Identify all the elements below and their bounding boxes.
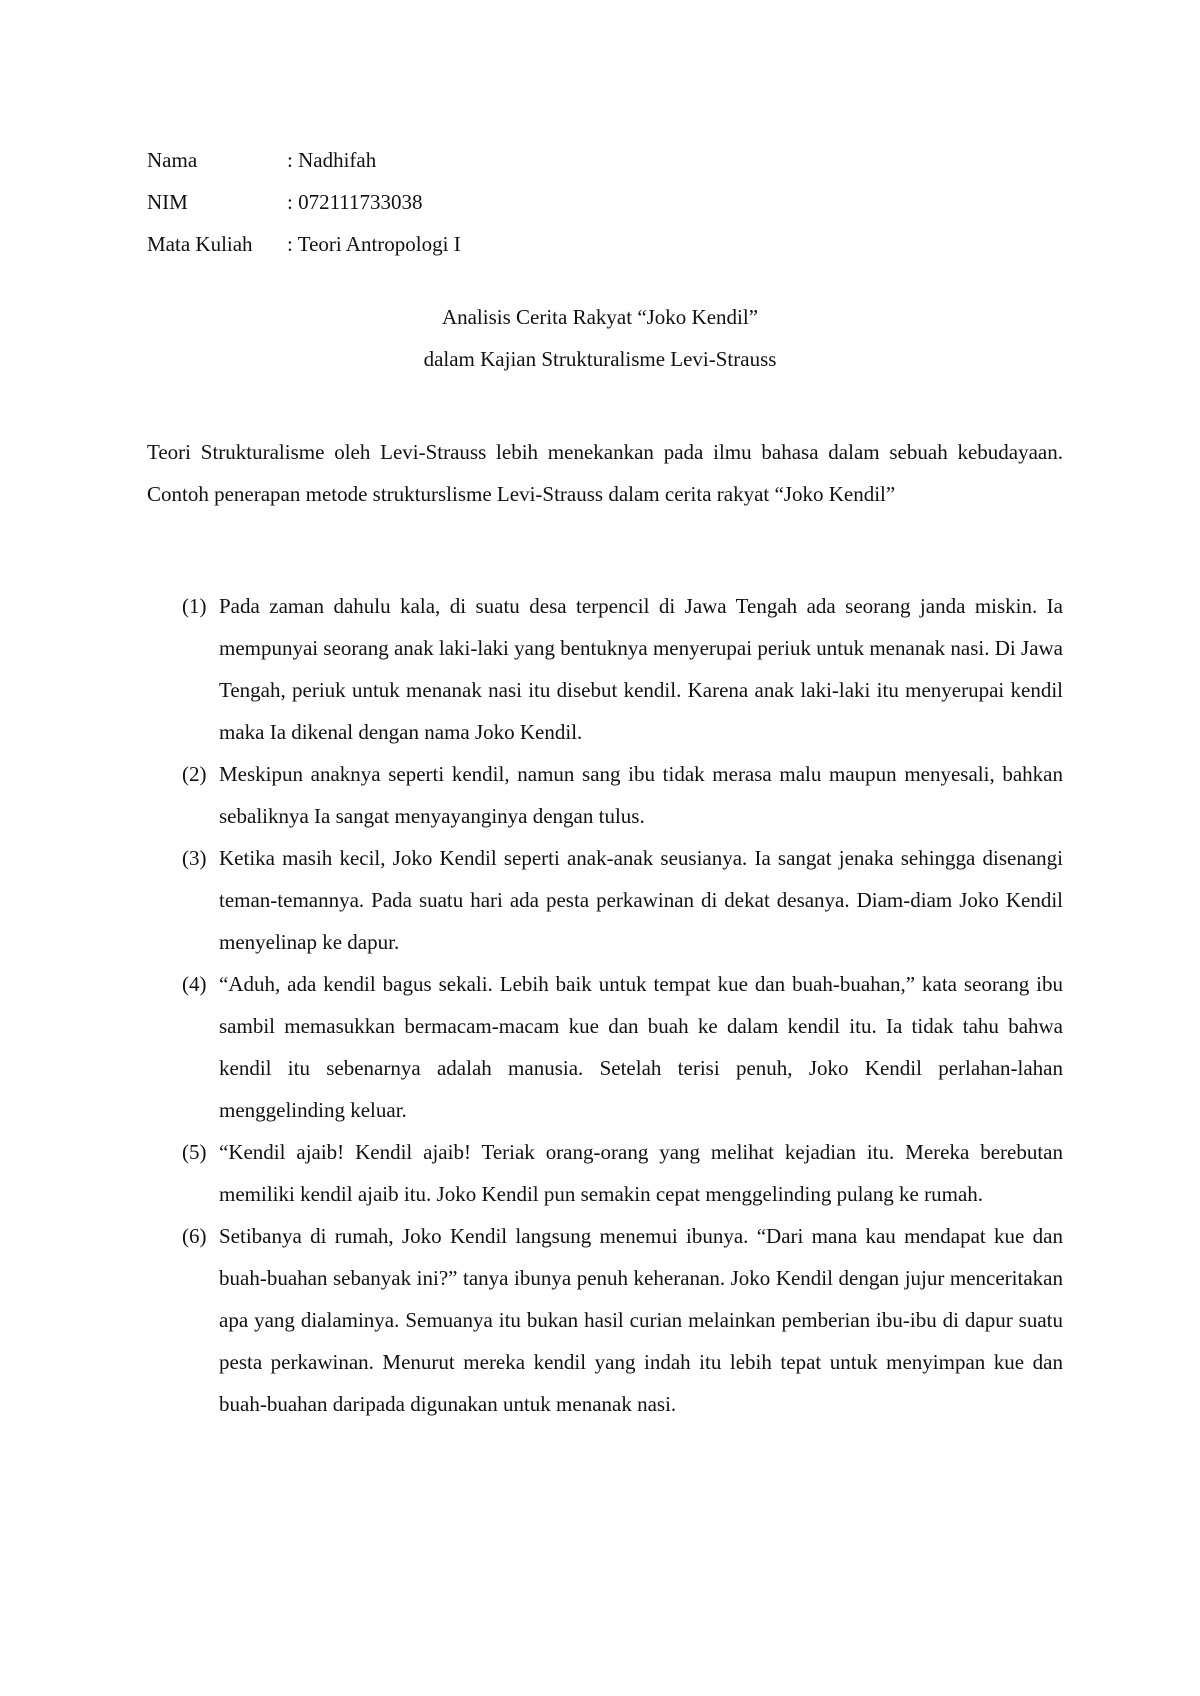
list-item — [182, 963, 1063, 1131]
item-number: (5) — [182, 1140, 207, 1164]
info-row-nim — [147, 186, 461, 228]
item-text: Pada zaman dahulu kala, di suatu desa terpencil di Jawa Tengah ada seorang janda miskin. Ia mempunyai seorang anak laki-laki yang bentuknya menyerupai periuk untuk menanak nasi. Di Jawa Tengah, periuk untuk menanak nasi itu disebut kendil. Karena anak laki-laki itu menyerupai kendil maka Ia dikenal dengan nama Joko Kendil. — [219, 594, 1063, 744]
item-number: (3) — [182, 846, 207, 870]
name-value: : Nadhifah — [287, 148, 377, 172]
list-item — [182, 753, 1063, 837]
list-item — [182, 837, 1063, 963]
list-item — [182, 585, 1063, 753]
nim-label: NIM — [147, 190, 188, 214]
item-text: Ketika masih kecil, Joko Kendil seperti anak-anak seusianya. Ia sangat jenaka sehingga disenangi teman-temannya. Pada suatu hari ada pesta perkawinan di dekat desanya. Diam-diam Joko Kendil menyelinap ke dapur. — [219, 846, 1063, 954]
item-number: (4) — [182, 972, 207, 996]
item-text: Setibanya di rumah, Joko Kendil langsung menemui ibunya. “Dari mana kau mendapat kue dan buah-buahan sebanyak ini?” tanya ibunya penuh keheranan. Joko Kendil dengan jujur menceritakan apa yang dialaminya. Semuanya itu bukan hasil curian melainkan pemberian ibu-ibu di dapur suatu pesta perkawinan. Menurut mereka kendil yang indah itu lebih tepat untuk menyimpan kue dan buah-buahan daripada digunakan untuk menanak nasi. — [219, 1224, 1063, 1416]
list-item — [182, 1215, 1063, 1425]
name-label: Nama — [147, 148, 198, 172]
info-row-name — [147, 144, 461, 186]
item-number: (1) — [182, 594, 207, 618]
student-info — [147, 144, 461, 270]
info-row-course — [147, 228, 461, 270]
item-text: “Aduh, ada kendil bagus sekali. Lebih baik untuk tempat kue dan buah-buahan,” kata seorang ibu sambil memasukkan bermacam-macam kue dan buah ke dalam kendil itu. Ia tidak tahu bahwa kendil itu sebenarnya adalah manusia. Setelah terisi penuh, Joko Kendil perlahan-lahan menggelinding keluar. — [219, 972, 1063, 1122]
item-text: Meskipun anaknya seperti kendil, namun sang ibu tidak merasa malu maupun menyesali, bahkan sebaliknya Ia sangat menyayanginya dengan tulus. — [219, 762, 1063, 828]
document-title — [0, 296, 1200, 380]
title-line-2: dalam Kajian Strukturalisme Levi-Strauss — [423, 347, 777, 371]
nim-value: : 072111733038 — [287, 190, 423, 214]
item-text: “Kendil ajaib! Kendil ajaib! Teriak orang-orang yang melihat kejadian itu. Mereka berebutan memiliki kendil ajaib itu. Joko Kendil pun semakin cepat menggelinding pulang ke rumah. — [219, 1140, 1063, 1206]
course-value: : Teori Antropologi I — [287, 232, 461, 256]
story-sequence-list — [182, 585, 1063, 1425]
list-item — [182, 1131, 1063, 1215]
item-number: (6) — [182, 1224, 207, 1248]
intro-paragraph: Teori Strukturalisme oleh Levi-Strauss lebih menekankan pada ilmu bahasa dalam sebuah kebudayaan. Contoh penerapan metode strukturslisme Levi-Strauss dalam cerita rakyat “Joko Kendil” — [147, 440, 1063, 506]
item-number: (2) — [182, 762, 207, 786]
title-line-1: Analisis Cerita Rakyat “Joko Kendil” — [441, 305, 759, 329]
course-label: Mata Kuliah — [147, 232, 253, 256]
